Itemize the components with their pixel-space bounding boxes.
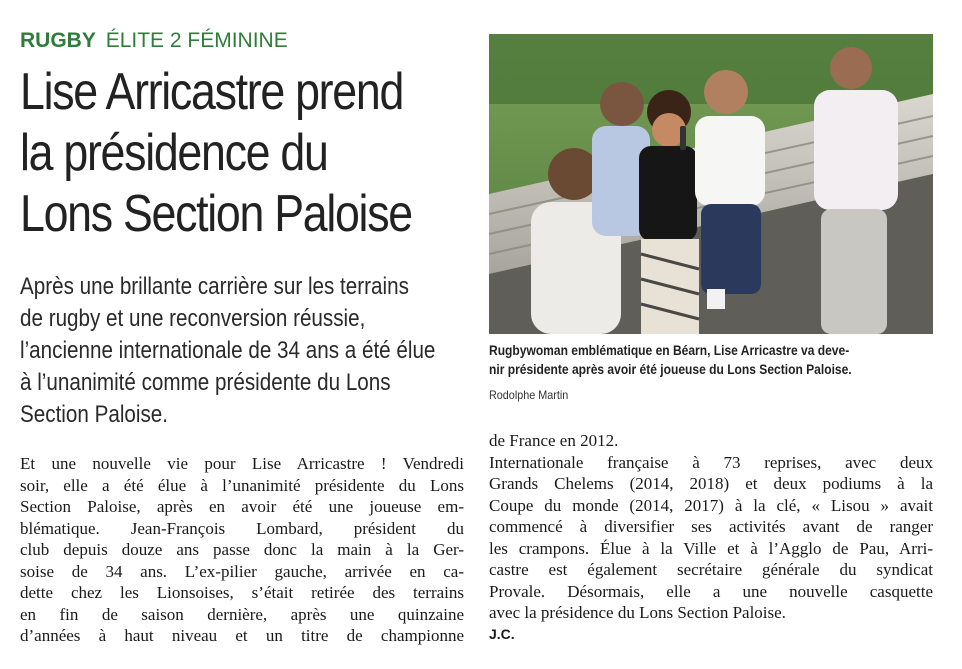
body-column-1 bbox=[20, 453, 464, 647]
headline-line: Lise Arricastre prend bbox=[20, 63, 404, 121]
caption-line: nir présidente après avoir été joueuse du Lons Section Paloise. bbox=[489, 361, 852, 377]
rubric-kicker bbox=[20, 28, 288, 54]
photo-caption bbox=[489, 341, 936, 379]
photo-illustration bbox=[489, 34, 933, 334]
headline-line: la présidence du bbox=[20, 124, 328, 182]
article-photo bbox=[489, 34, 933, 334]
body-line: les crampons. Élue à la Ville et à l’Agglo de Pau, Arri- bbox=[489, 538, 933, 558]
lede-line: de rugby et une reconversion réussie, bbox=[20, 305, 366, 332]
lede-line: l’ancienne internationale de 34 ans a été élue bbox=[20, 337, 436, 364]
body-line: de France en 2012. bbox=[489, 431, 619, 450]
lede-line: à l’unanimité comme présidente du Lons bbox=[20, 369, 391, 396]
body-line: avec la présidence du Lons Section Paloise. bbox=[489, 603, 786, 622]
photo-credit: Rodolphe Martin bbox=[489, 388, 569, 402]
rubric-label: RUGBY bbox=[20, 29, 96, 52]
body-line: Et une nouvelle vie pour Lise Arricastre ! Vendredi bbox=[20, 454, 464, 473]
body-line: soise de 34 ans. L’ex-pilier gauche, arrivée en ca- bbox=[20, 561, 464, 581]
article-headline bbox=[20, 62, 416, 245]
body-line: commencé à diversifier ses activités avant de ranger bbox=[489, 517, 933, 536]
body-line: Coupe du monde (2014, 2017) à la clé, « Lisou » avait bbox=[489, 495, 933, 515]
body-line: castre est également secrétaire générale du syndicat bbox=[489, 560, 933, 579]
body-column-2 bbox=[489, 430, 933, 645]
body-line: en fin de saison dernière, après une quinzaine bbox=[20, 604, 464, 624]
body-line: soir, elle a été élue à l’unanimité présidente du Lons bbox=[20, 475, 464, 495]
caption-line: Rugbywoman emblématique en Béarn, Lise Arricastre va deve- bbox=[489, 342, 850, 358]
body-line: d’années à haut niveau et un titre de championne bbox=[20, 626, 464, 645]
body-line: Grands Chelems (2014, 2018) et deux podiums à la bbox=[489, 474, 933, 493]
body-line: dette chez les Lionsoises, s’était retirée des terrains bbox=[20, 583, 464, 602]
lede-line: Section Paloise. bbox=[20, 401, 169, 428]
body-line: Internationale française à 73 reprises, avec deux bbox=[489, 452, 933, 472]
article-lede bbox=[20, 271, 467, 431]
body-line: club depuis douze ans passe donc la main à la Ger- bbox=[20, 540, 464, 559]
body-line: Provale. Désormais, elle a une nouvelle casquette bbox=[489, 581, 933, 601]
body-line: Section Paloise, après en avoir été une joueuse em- bbox=[20, 497, 464, 516]
body-line: blématique. Jean-François Lombard, président du bbox=[20, 518, 464, 538]
headline-line: Lons Section Paloise bbox=[20, 185, 412, 243]
section-label: ÉLITE 2 FÉMININE bbox=[105, 29, 288, 52]
lede-line: Après une brillante carrière sur les terrains bbox=[20, 273, 409, 300]
author-signature: J.C. bbox=[489, 625, 515, 642]
